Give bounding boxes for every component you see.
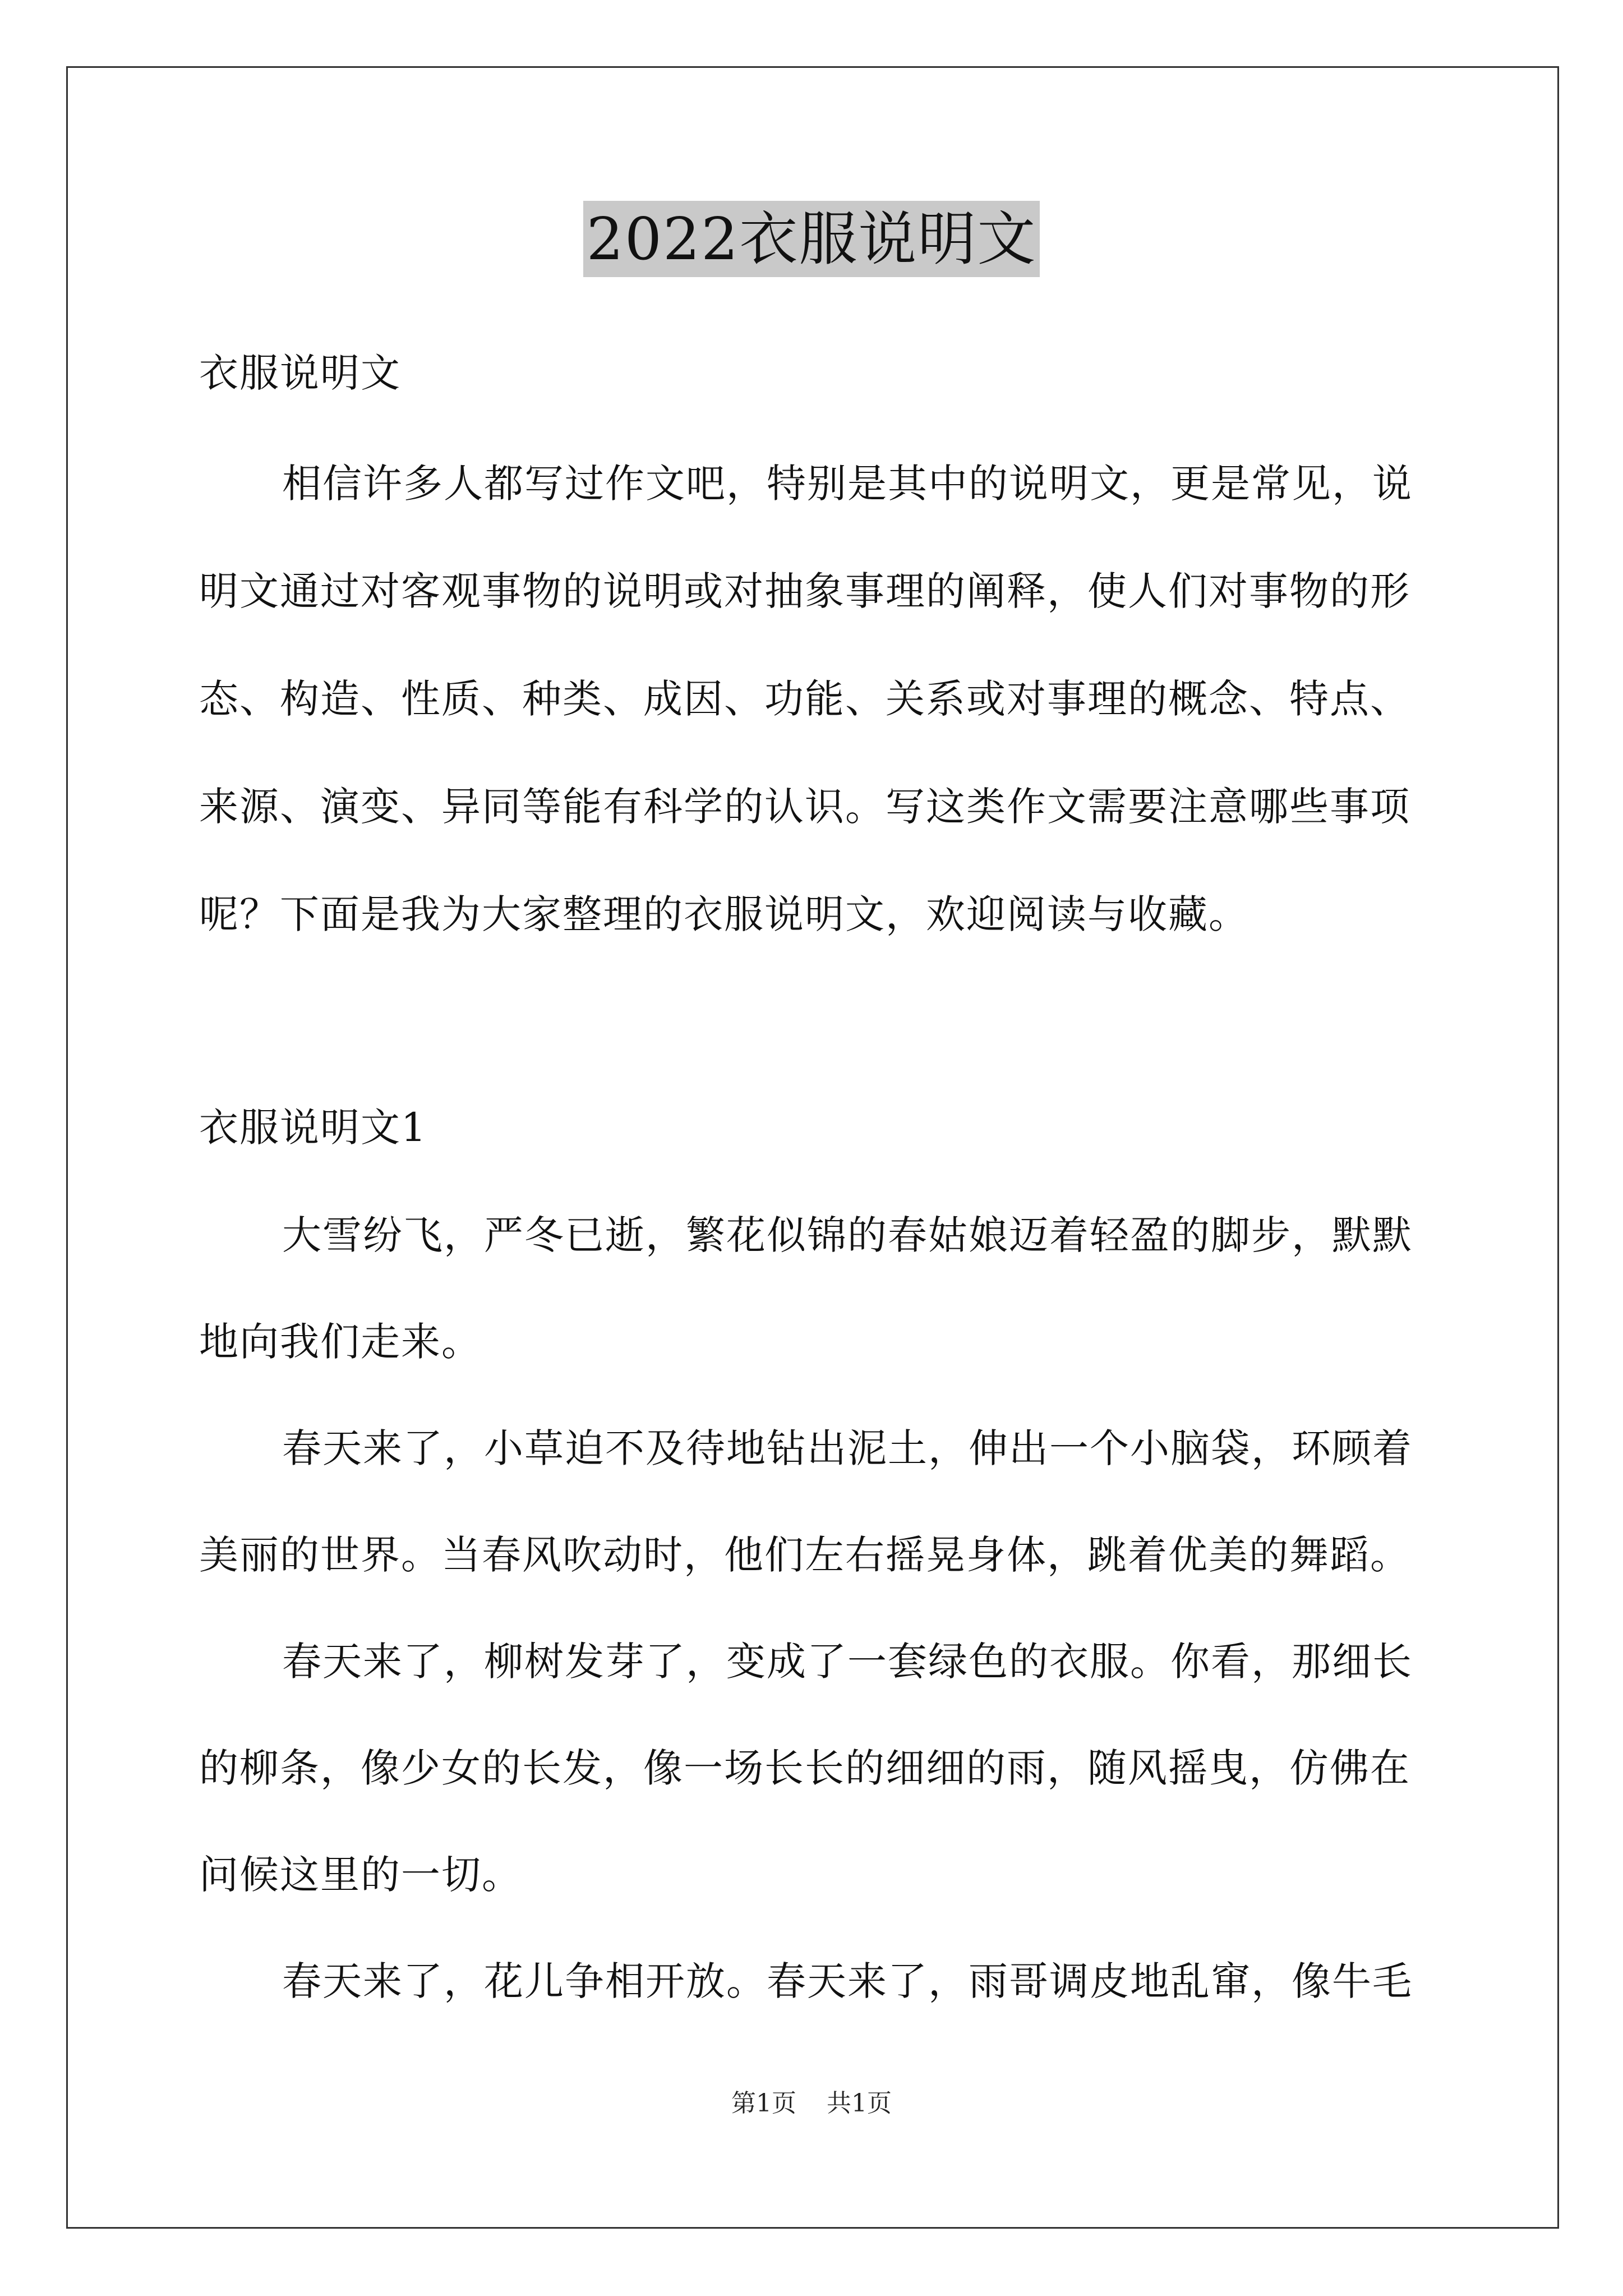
paragraph-line: 明文通过对客观事物的说明或对抽象事理的阐释，使人们对事物的形 (199, 568, 1410, 614)
paragraph-line: 春天来了，花儿争相开放。春天来了，雨哥调皮地乱窜，像牛毛 (282, 1958, 1413, 2004)
paragraph-line: 来源、演变、异同等能有科学的认识。写这类作文需要注意哪些事项 (199, 784, 1410, 830)
page-number-total: 共1页 (827, 2089, 892, 2118)
title-container (0, 201, 1623, 277)
paragraph-line: 地向我们走来。 (199, 1319, 482, 1365)
paragraph-line: 的柳条，像少女的长发，像一场长长的细细的雨，随风摇曳，仿佛在 (199, 1745, 1410, 1791)
page-number-current: 第1页 (731, 2089, 796, 2118)
page-footer (0, 2087, 1623, 2120)
paragraph-line: 美丽的世界。当春风吹动时，他们左右摇晃身体，跳着优美的舞蹈。 (199, 1532, 1410, 1578)
paragraph-line: 春天来了，小草迫不及待地钻出泥土，伸出一个小脑袋，环顾着 (282, 1425, 1413, 1471)
intro-heading: 衣服说明文 (199, 350, 401, 396)
document-title: 2022衣服说明文 (583, 201, 1040, 277)
paragraph-line: 春天来了，柳树发芽了，变成了一套绿色的衣服。你看，那细长 (282, 1639, 1413, 1685)
paragraph-line: 问候这里的一切。 (199, 1852, 522, 1898)
paragraph-line: 呢？下面是我为大家整理的衣服说明文，欢迎阅读与收藏。 (199, 891, 1249, 937)
paragraph-line: 大雪纷飞，严冬已逝，繁花似锦的春姑娘迈着轻盈的脚步，默默 (282, 1212, 1413, 1258)
paragraph-line: 态、构造、性质、种类、成因、功能、关系或对事理的概念、特点、 (199, 676, 1410, 722)
paragraph-line: 相信许多人都写过作文吧，特别是其中的说明文，更是常见，说 (282, 461, 1413, 507)
section-heading: 衣服说明文1 (199, 1105, 427, 1151)
